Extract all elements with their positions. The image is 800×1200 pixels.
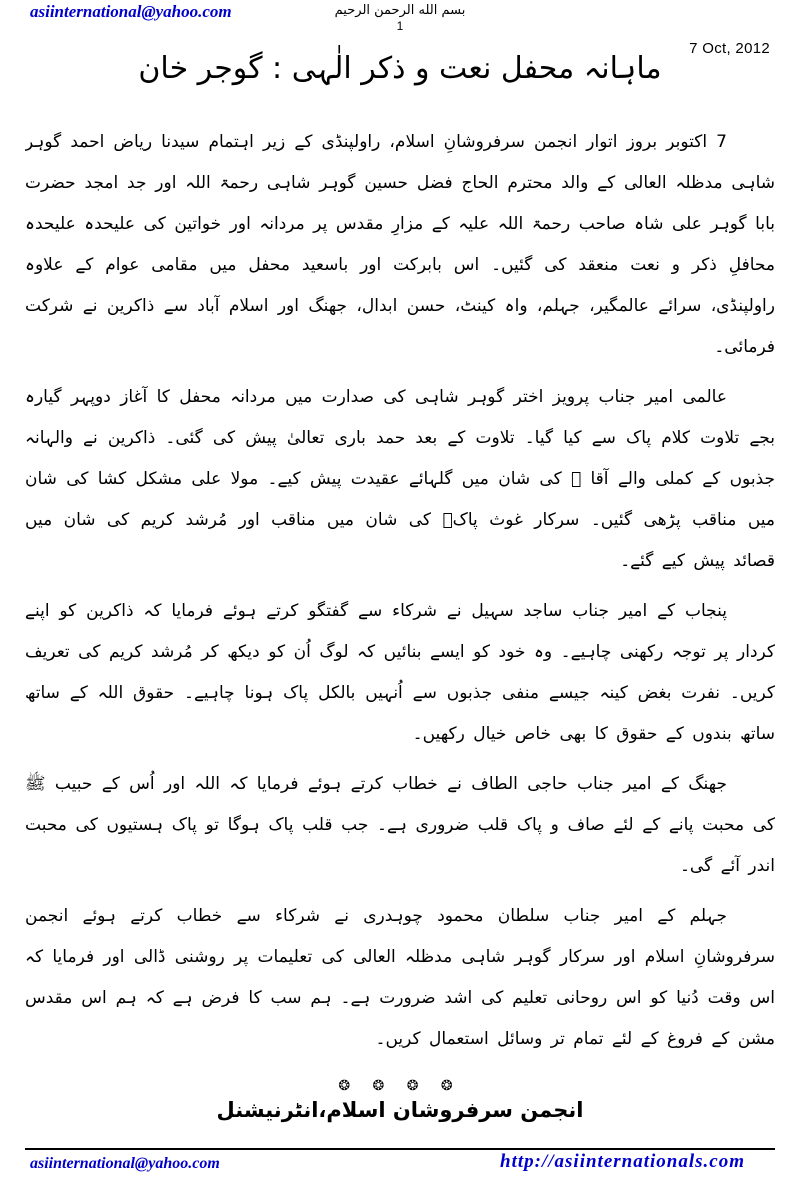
page-title: ماہانہ محفل نعت و ذکر الٰہی : گوجر خان <box>138 51 662 86</box>
organization-name: انجمن سرفروشان اسلام،انٹرنیشنل <box>216 1098 584 1122</box>
body-paragraph: پنجاب کے امیر جناب ساجد سہیل نے شرکاء سے گفتگو کرتے ہوئے فرمایا کہ ذاکرین کو اپنے کردار پر توجہ رکھنی چاہیے۔ وہ خود کو ایسے بنائیں کہ لوگ اُن کو دیکھ کر مُرشد کریم کی تعریف کریں۔ نفرت بغض کینہ جیسے منفی جذبوں سے اُنہیں بالکل پاک ہونا چاہیے۔ حقوق اللہ کے ساتھ ساتھ بندوں کے حقوق کا بھی خاص خیال رکھیں۔ <box>25 601 775 744</box>
page-number: 1 <box>396 19 404 33</box>
footer-website-link[interactable]: http://asiinternationals.com <box>500 1151 745 1172</box>
body-paragraph: عالمی امیر جناب پرویز اختر گوہر شاہی کی صدارت میں مردانہ محفل کا آغاز دوپہر گیارہ بجے تلاوت کلام پاک سے کیا گیا۔ تلاوت کے بعد حمد باری تعالیٰ پیش کی گئی۔ ذاکرین نے والہانہ جذبوں کے کملی والے آقا ﷺ کی شان میں گلہائے عقیدت پیش کیے۔ مولا علی مشکل کشا کی شان میں مناقب پڑھی گئیں۔ سرکار غوث پاکؓ کی شان میں مناقب اور مُرشد کریم کی شان میں قصائد پیش کیے گئے۔ <box>25 387 775 571</box>
footer-divider <box>25 1148 775 1150</box>
body-paragraph: جہلم کے امیر جناب سلطان محمود چوہدری نے شرکاء سے خطاب کرتے ہوئے انجمن سرفروشانِ اسلام اور سرکار گوہر شاہی مدظلہ العالی کی تعلیمات پر روشنی ڈالی اور فرمایا کہ اس وقت دُنیا کو اس روحانی تعلیم کی اشد ضرورت ہے۔ ہم سب کا فرض ہے کہ ہم اس مقدس مشن کے فروغ کے لئے تمام تر وسائل استعمال کریں۔ <box>25 906 775 1049</box>
star-ornaments-icon: ❂ ❂ ❂ ❂ <box>338 1078 462 1094</box>
footer-email-link[interactable]: asiinternational@yahoo.com <box>30 1155 220 1172</box>
body-paragraph: جھنگ کے امیر جناب حاجی الطاف نے خطاب کرتے ہوئے فرمایا کہ اللہ اور اُس کے حبیب ﷺ کی محبت پانے کے لئے صاف و پاک قلب ضروری ہے۔ جب قلب پاک ہوگا تو پاک ہستیوں کی محبت اندر آئے گی۔ <box>25 774 775 876</box>
header-email-link[interactable]: asiinternational@yahoo.com <box>30 2 232 21</box>
document-date: 7 Oct, 2012 <box>689 40 770 57</box>
document-body <box>25 122 775 1072</box>
bismillah-text: بسم الله الرحمن الرحيم <box>334 3 466 18</box>
body-paragraph: 7 اکتوبر بروز اتوار انجمن سرفروشانِ اسلام، راولپنڈی کے زیر اہتمام سیدنا ریاض احمد گوہر شاہی مدظلہ العالی کے والد محترم الحاج فضل حسین گوہر شاہی رحمۃ اللہ اور جد امجد حضرت بابا گوہر علی شاہ صاحب رحمۃ اللہ علیہ کے مزارِ مقدس پر مردانہ اور خواتین کی علیحدہ علیحدہ محافلِ ذکر و نعت منعقد کی گئیں۔ اس بابرکت اور باسعید محفل میں مقامی عوام کے علاوہ راولپنڈی، سرائے عالمگیر، جہلم، واہ کینٹ، حسن ابدال، جھنگ اور اسلام آباد سے ذاکرین نے شرکت فرمائی۔ <box>25 132 775 357</box>
body-paragraph <box>25 1069 775 1072</box>
